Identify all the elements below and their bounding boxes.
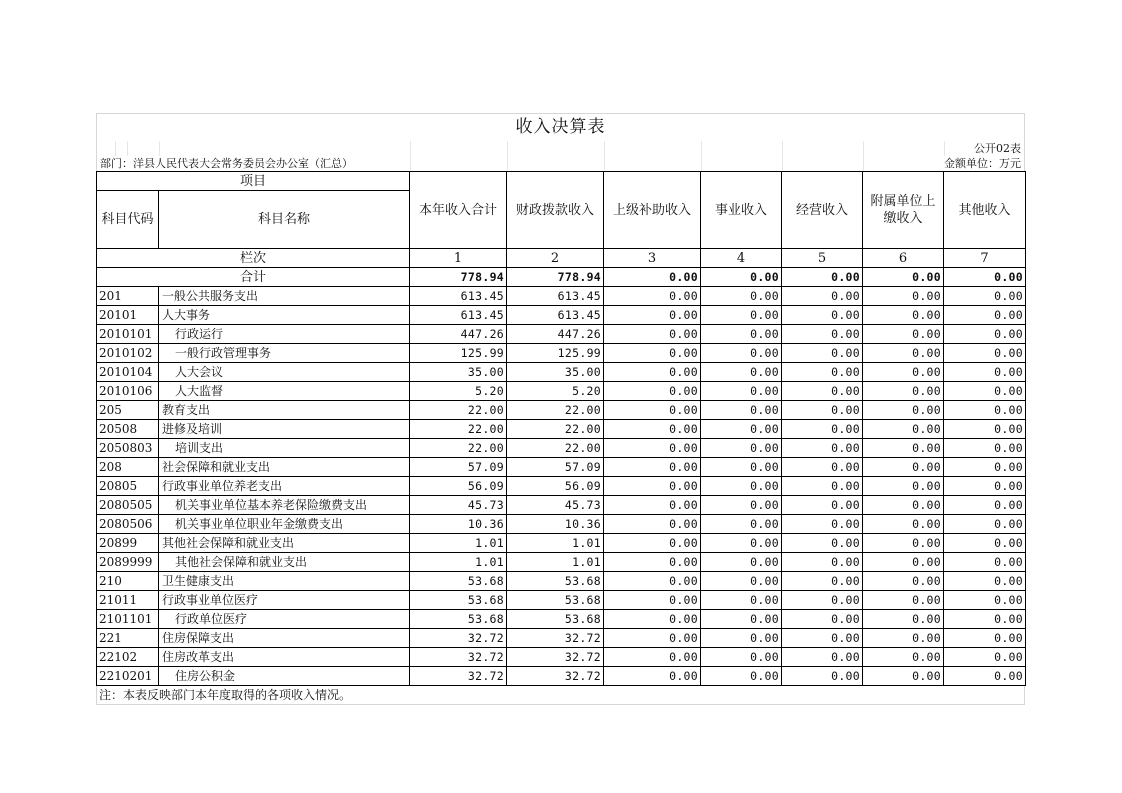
amount-cell: 0.00 xyxy=(782,553,863,572)
subject-code-cell: 2010106 xyxy=(97,382,159,401)
amount-cell: 0.00 xyxy=(944,515,1026,534)
amount-cell: 0.00 xyxy=(604,515,701,534)
row-number-cell: 5 xyxy=(782,249,863,268)
amount-cell: 0.00 xyxy=(701,572,782,591)
subject-name-cell: 进修及培训 xyxy=(159,420,410,439)
amount-cell: 0.00 xyxy=(944,610,1026,629)
subject-name-cell: 人大事务 xyxy=(159,306,410,325)
amount-cell: 0.00 xyxy=(782,629,863,648)
total-row xyxy=(97,268,1026,287)
amount-cell: 0.00 xyxy=(863,439,944,458)
total-value: 0.00 xyxy=(782,268,863,287)
table-row xyxy=(97,534,1026,553)
amount-cell: 0.00 xyxy=(701,496,782,515)
subject-name-cell: 行政事业单位养老支出 xyxy=(159,477,410,496)
header-item: 项目 xyxy=(97,172,410,191)
amount-cell: 0.00 xyxy=(944,439,1026,458)
table-row xyxy=(97,287,1026,306)
amount-cell: 0.00 xyxy=(782,306,863,325)
header-total-income: 本年收入合计 xyxy=(410,172,507,249)
amount-cell: 0.00 xyxy=(782,667,863,686)
amount-cell: 0.00 xyxy=(701,344,782,363)
subject-code-cell: 201 xyxy=(97,287,159,306)
amount-cell: 613.45 xyxy=(507,306,604,325)
subject-code-cell: 2050803 xyxy=(97,439,159,458)
amount-cell: 0.00 xyxy=(782,477,863,496)
total-value: 0.00 xyxy=(701,268,782,287)
amount-cell: 0.00 xyxy=(863,515,944,534)
subject-name-cell: 人大会议 xyxy=(159,363,410,382)
form-number: 公开02表 xyxy=(974,142,1021,155)
amount-cell: 57.09 xyxy=(507,458,604,477)
amount-cell: 0.00 xyxy=(604,553,701,572)
amount-cell: 0.00 xyxy=(863,648,944,667)
subject-name-cell: 住房改革支出 xyxy=(159,648,410,667)
amount-cell: 0.00 xyxy=(782,496,863,515)
amount-cell: 56.09 xyxy=(410,477,507,496)
amount-cell: 1.01 xyxy=(507,534,604,553)
header-subject-name: 科目名称 xyxy=(159,191,410,249)
amount-cell: 0.00 xyxy=(944,287,1026,306)
header-operating-income: 经营收入 xyxy=(782,172,863,249)
amount-cell: 5.20 xyxy=(410,382,507,401)
amount-cell: 0.00 xyxy=(604,325,701,344)
amount-cell: 22.00 xyxy=(410,401,507,420)
table-body xyxy=(97,287,1026,686)
footnote: 注：本表反映部门本年度取得的各项收入情况。 xyxy=(96,686,1025,705)
amount-cell: 53.68 xyxy=(507,591,604,610)
amount-cell: 0.00 xyxy=(782,610,863,629)
amount-cell: 0.00 xyxy=(944,591,1026,610)
amount-cell: 0.00 xyxy=(782,591,863,610)
amount-cell: 0.00 xyxy=(782,648,863,667)
amount-cell: 32.72 xyxy=(410,667,507,686)
amount-cell: 0.00 xyxy=(604,420,701,439)
amount-cell: 53.68 xyxy=(507,610,604,629)
department-row xyxy=(96,156,1025,171)
row-number-cell: 3 xyxy=(604,249,701,268)
subject-code-cell: 208 xyxy=(97,458,159,477)
amount-cell: 0.00 xyxy=(863,325,944,344)
subject-code-cell: 2010101 xyxy=(97,325,159,344)
table-row xyxy=(97,344,1026,363)
total-value: 0.00 xyxy=(863,268,944,287)
row-number-cell: 1 xyxy=(410,249,507,268)
total-value: 778.94 xyxy=(507,268,604,287)
amount-cell: 0.00 xyxy=(604,363,701,382)
amount-cell: 613.45 xyxy=(507,287,604,306)
subject-name-cell: 一般行政管理事务 xyxy=(159,344,410,363)
amount-cell: 22.00 xyxy=(410,439,507,458)
amount-cell: 0.00 xyxy=(863,363,944,382)
subject-name-cell: 社会保障和就业支出 xyxy=(159,458,410,477)
table-row xyxy=(97,610,1026,629)
amount-cell: 45.73 xyxy=(507,496,604,515)
subject-name-cell: 住房公积金 xyxy=(159,667,410,686)
amount-cell: 613.45 xyxy=(410,306,507,325)
amount-cell: 32.72 xyxy=(507,629,604,648)
amount-cell: 0.00 xyxy=(604,458,701,477)
amount-cell: 0.00 xyxy=(863,287,944,306)
amount-cell: 0.00 xyxy=(782,515,863,534)
amount-cell: 0.00 xyxy=(782,420,863,439)
amount-cell: 0.00 xyxy=(944,306,1026,325)
subject-name-cell: 行政单位医疗 xyxy=(159,610,410,629)
table-row xyxy=(97,306,1026,325)
table-row xyxy=(97,572,1026,591)
amount-cell: 0.00 xyxy=(604,477,701,496)
subject-code-cell: 2101101 xyxy=(97,610,159,629)
amount-cell: 0.00 xyxy=(863,572,944,591)
amount-cell: 0.00 xyxy=(782,401,863,420)
amount-cell: 0.00 xyxy=(944,572,1026,591)
amount-cell: 0.00 xyxy=(701,629,782,648)
amount-cell: 0.00 xyxy=(604,629,701,648)
table-row xyxy=(97,439,1026,458)
amount-cell: 0.00 xyxy=(944,344,1026,363)
amount-cell: 0.00 xyxy=(944,667,1026,686)
department-label: 部门：洋县人民代表大会常务委员会办公室（汇总） xyxy=(100,157,353,170)
amount-cell: 0.00 xyxy=(701,439,782,458)
amount-cell: 0.00 xyxy=(701,667,782,686)
amount-cell: 32.72 xyxy=(507,667,604,686)
subject-name-cell: 卫生健康支出 xyxy=(159,572,410,591)
amount-cell: 0.00 xyxy=(701,306,782,325)
form-number-row xyxy=(96,141,1025,156)
amount-cell: 35.00 xyxy=(410,363,507,382)
amount-cell: 0.00 xyxy=(944,325,1026,344)
subject-name-cell: 行政运行 xyxy=(159,325,410,344)
amount-cell: 0.00 xyxy=(944,363,1026,382)
amount-cell: 57.09 xyxy=(410,458,507,477)
amount-cell: 32.72 xyxy=(507,648,604,667)
subject-code-cell: 21011 xyxy=(97,591,159,610)
amount-cell: 0.00 xyxy=(701,287,782,306)
amount-cell: 1.01 xyxy=(507,553,604,572)
table-row xyxy=(97,591,1026,610)
subject-name-cell: 一般公共服务支出 xyxy=(159,287,410,306)
row-number-cell: 6 xyxy=(863,249,944,268)
amount-cell: 0.00 xyxy=(604,534,701,553)
row-number-cell: 7 xyxy=(944,249,1026,268)
amount-cell: 0.00 xyxy=(944,648,1026,667)
report-title: 收入决算表 xyxy=(96,113,1025,141)
amount-cell: 0.00 xyxy=(604,667,701,686)
amount-cell: 0.00 xyxy=(863,344,944,363)
amount-cell: 0.00 xyxy=(782,325,863,344)
income-table xyxy=(96,171,1026,686)
amount-cell: 53.68 xyxy=(410,610,507,629)
table-row xyxy=(97,629,1026,648)
amount-cell: 0.00 xyxy=(944,553,1026,572)
subject-code-cell: 22102 xyxy=(97,648,159,667)
amount-cell: 0.00 xyxy=(701,420,782,439)
subject-code-cell: 2210201 xyxy=(97,667,159,686)
total-value: 0.00 xyxy=(604,268,701,287)
amount-cell: 125.99 xyxy=(507,344,604,363)
amount-cell: 10.36 xyxy=(410,515,507,534)
amount-cell: 0.00 xyxy=(701,553,782,572)
table-row xyxy=(97,382,1026,401)
subject-name-cell: 其他社会保障和就业支出 xyxy=(159,534,410,553)
amount-cell: 0.00 xyxy=(944,420,1026,439)
header-fiscal-appropriation: 财政拨款收入 xyxy=(507,172,604,249)
amount-cell: 0.00 xyxy=(782,439,863,458)
amount-unit-label: 金额单位：万元 xyxy=(944,157,1021,170)
amount-cell: 0.00 xyxy=(604,648,701,667)
table-row xyxy=(97,648,1026,667)
amount-cell: 0.00 xyxy=(701,610,782,629)
row-number-cell: 2 xyxy=(507,249,604,268)
subject-code-cell: 20805 xyxy=(97,477,159,496)
amount-cell: 1.01 xyxy=(410,534,507,553)
header-subject-code: 科目代码 xyxy=(97,191,159,249)
amount-cell: 0.00 xyxy=(701,458,782,477)
total-value: 0.00 xyxy=(944,268,1026,287)
amount-cell: 125.99 xyxy=(410,344,507,363)
total-label: 合计 xyxy=(97,268,410,287)
amount-cell: 0.00 xyxy=(944,401,1026,420)
table-row xyxy=(97,515,1026,534)
amount-cell: 0.00 xyxy=(863,534,944,553)
amount-cell: 0.00 xyxy=(604,401,701,420)
table-row xyxy=(97,401,1026,420)
amount-cell: 0.00 xyxy=(863,553,944,572)
subject-name-cell: 其他社会保障和就业支出 xyxy=(159,553,410,572)
amount-cell: 0.00 xyxy=(604,382,701,401)
subject-name-cell: 住房保障支出 xyxy=(159,629,410,648)
amount-cell: 35.00 xyxy=(507,363,604,382)
income-final-account-sheet xyxy=(96,113,1025,705)
amount-cell: 0.00 xyxy=(782,287,863,306)
total-value: 778.94 xyxy=(410,268,507,287)
amount-cell: 53.68 xyxy=(410,591,507,610)
amount-cell: 0.00 xyxy=(863,401,944,420)
amount-cell: 22.00 xyxy=(507,401,604,420)
table-row xyxy=(97,496,1026,515)
amount-cell: 0.00 xyxy=(782,382,863,401)
subject-code-cell: 2089999 xyxy=(97,553,159,572)
amount-cell: 0.00 xyxy=(701,648,782,667)
amount-cell: 0.00 xyxy=(604,306,701,325)
table-row xyxy=(97,458,1026,477)
amount-cell: 0.00 xyxy=(701,401,782,420)
subject-code-cell: 2010104 xyxy=(97,363,159,382)
amount-cell: 32.72 xyxy=(410,648,507,667)
amount-cell: 0.00 xyxy=(782,572,863,591)
amount-cell: 56.09 xyxy=(507,477,604,496)
subject-code-cell: 2080505 xyxy=(97,496,159,515)
amount-cell: 0.00 xyxy=(944,496,1026,515)
amount-cell: 0.00 xyxy=(863,382,944,401)
subject-code-cell: 20899 xyxy=(97,534,159,553)
subject-code-cell: 221 xyxy=(97,629,159,648)
amount-cell: 0.00 xyxy=(782,344,863,363)
amount-cell: 0.00 xyxy=(944,629,1026,648)
header-row-number-label: 栏次 xyxy=(97,249,410,268)
amount-cell: 53.68 xyxy=(410,572,507,591)
subject-code-cell: 205 xyxy=(97,401,159,420)
subject-code-cell: 210 xyxy=(97,572,159,591)
amount-cell: 0.00 xyxy=(701,325,782,344)
subject-name-cell: 人大监督 xyxy=(159,382,410,401)
header-business-income: 事业收入 xyxy=(701,172,782,249)
amount-cell: 0.00 xyxy=(944,458,1026,477)
amount-cell: 0.00 xyxy=(604,344,701,363)
header-other-income: 其他收入 xyxy=(944,172,1026,249)
table-row xyxy=(97,420,1026,439)
amount-cell: 0.00 xyxy=(782,363,863,382)
subject-code-cell: 20508 xyxy=(97,420,159,439)
subject-name-cell: 机关事业单位基本养老保险缴费支出 xyxy=(159,496,410,515)
table-row xyxy=(97,477,1026,496)
amount-cell: 0.00 xyxy=(701,591,782,610)
amount-cell: 45.73 xyxy=(410,496,507,515)
subject-code-cell: 2080506 xyxy=(97,515,159,534)
header-superior-subsidy: 上级补助收入 xyxy=(604,172,701,249)
row-number-cell: 4 xyxy=(701,249,782,268)
subject-name-cell: 培训支出 xyxy=(159,439,410,458)
amount-cell: 0.00 xyxy=(701,382,782,401)
amount-cell: 0.00 xyxy=(604,572,701,591)
amount-cell: 10.36 xyxy=(507,515,604,534)
amount-cell: 0.00 xyxy=(863,496,944,515)
subject-name-cell: 行政事业单位医疗 xyxy=(159,591,410,610)
amount-cell: 22.00 xyxy=(507,420,604,439)
amount-cell: 0.00 xyxy=(944,382,1026,401)
amount-cell: 0.00 xyxy=(863,591,944,610)
amount-cell: 0.00 xyxy=(782,534,863,553)
header-affiliated-unit-income: 附属单位上缴收入 xyxy=(863,172,944,249)
amount-cell: 447.26 xyxy=(507,325,604,344)
amount-cell: 5.20 xyxy=(507,382,604,401)
amount-cell: 0.00 xyxy=(863,420,944,439)
amount-cell: 0.00 xyxy=(863,629,944,648)
amount-cell: 22.00 xyxy=(410,420,507,439)
amount-cell: 0.00 xyxy=(701,534,782,553)
amount-cell: 0.00 xyxy=(604,610,701,629)
amount-cell: 0.00 xyxy=(604,591,701,610)
amount-cell: 0.00 xyxy=(604,439,701,458)
amount-cell: 0.00 xyxy=(604,496,701,515)
amount-cell: 53.68 xyxy=(507,572,604,591)
amount-cell: 0.00 xyxy=(604,287,701,306)
amount-cell: 22.00 xyxy=(507,439,604,458)
amount-cell: 0.00 xyxy=(701,363,782,382)
amount-cell: 0.00 xyxy=(701,477,782,496)
table-row xyxy=(97,325,1026,344)
amount-cell: 613.45 xyxy=(410,287,507,306)
table-row xyxy=(97,667,1026,686)
amount-cell: 1.01 xyxy=(410,553,507,572)
amount-cell: 0.00 xyxy=(944,534,1026,553)
amount-cell: 32.72 xyxy=(410,629,507,648)
subject-code-cell: 2010102 xyxy=(97,344,159,363)
amount-cell: 447.26 xyxy=(410,325,507,344)
table-row xyxy=(97,363,1026,382)
amount-cell: 0.00 xyxy=(863,458,944,477)
amount-cell: 0.00 xyxy=(863,477,944,496)
amount-cell: 0.00 xyxy=(782,458,863,477)
table-row xyxy=(97,553,1026,572)
amount-cell: 0.00 xyxy=(863,667,944,686)
amount-cell: 0.00 xyxy=(863,610,944,629)
amount-cell: 0.00 xyxy=(863,306,944,325)
amount-cell: 0.00 xyxy=(701,515,782,534)
subject-code-cell: 20101 xyxy=(97,306,159,325)
subject-name-cell: 教育支出 xyxy=(159,401,410,420)
subject-name-cell: 机关事业单位职业年金缴费支出 xyxy=(159,515,410,534)
amount-cell: 0.00 xyxy=(944,477,1026,496)
